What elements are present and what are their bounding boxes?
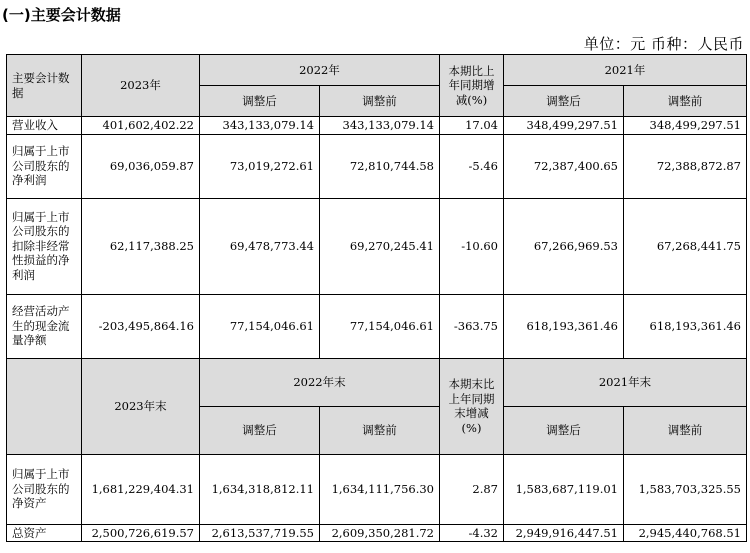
- header-2021-end-after: 调整后: [504, 406, 624, 454]
- header-2021-end: 2021年末: [504, 358, 747, 406]
- cell-v2021-after: 67,266,969.53: [504, 198, 624, 294]
- cell-v2023: 401,602,402.22: [82, 117, 200, 135]
- cell-v2022-before: 1,634,111,756.30: [320, 454, 440, 524]
- cell-v2021-before: 67,268,441.75: [624, 198, 747, 294]
- cell-v2021-before: 618,193,361.46: [624, 294, 747, 358]
- cell-v2021-before: 1,583,703,325.55: [624, 454, 747, 524]
- cell-v2022-before: 77,154,046.61: [320, 294, 440, 358]
- cell-v2021-after: 348,499,297.51: [504, 117, 624, 135]
- unit-currency-note: 单位：元 币种：人民币: [583, 35, 744, 53]
- cell-v2021-before: 72,388,872.87: [624, 134, 747, 198]
- cell-change: 2.87: [440, 454, 504, 524]
- cell-v2023: 1,681,229,404.31: [82, 454, 200, 524]
- table-row: [7, 134, 747, 198]
- cell-v2023: 2,500,726,619.57: [82, 524, 200, 542]
- header-change-end: 本期末比上年同期末增减(%): [440, 358, 504, 454]
- row-label: 归属于上市公司股东的扣除非经常性损益的净利润: [7, 198, 82, 294]
- cell-change: 17.04: [440, 117, 504, 135]
- cell-v2021-after: 618,193,361.46: [504, 294, 624, 358]
- cell-v2022-before: 343,133,079.14: [320, 117, 440, 135]
- cell-v2021-before: 348,499,297.51: [624, 117, 747, 135]
- cell-v2022-after: 69,478,773.44: [200, 198, 320, 294]
- header-2022-after: 调整后: [200, 86, 320, 117]
- cell-v2022-after: 2,613,537,719.55: [200, 524, 320, 542]
- cell-v2022-after: 73,019,272.61: [200, 134, 320, 198]
- header-2022: 2022年: [200, 55, 440, 86]
- table-row: [7, 117, 747, 135]
- cell-v2021-after: 1,583,687,119.01: [504, 454, 624, 524]
- table-body: [7, 55, 747, 542]
- header-2023-end: 2023年末: [82, 358, 200, 454]
- header-2022-before: 调整前: [320, 86, 440, 117]
- cell-v2021-after: 2,949,916,447.51: [504, 524, 624, 542]
- header-2021-end-before: 调整前: [624, 406, 747, 454]
- table-row: [7, 294, 747, 358]
- header-2021-before: 调整前: [624, 86, 747, 117]
- table-row: [7, 198, 747, 294]
- header-row-years: [7, 55, 747, 86]
- row-label: 经营活动产生的现金流量净额: [7, 294, 82, 358]
- header-item-empty: [7, 358, 82, 454]
- table-row: [7, 524, 747, 542]
- row-label: 归属于上市公司股东的净利润: [7, 134, 82, 198]
- table-row: [7, 454, 747, 524]
- header-row-period-end: [7, 358, 747, 406]
- cell-v2022-before: 69,270,245.41: [320, 198, 440, 294]
- cell-v2022-before: 2,609,350,281.72: [320, 524, 440, 542]
- cell-v2021-before: 2,945,440,768.51: [624, 524, 747, 542]
- row-label: 归属于上市公司股东的净资产: [7, 454, 82, 524]
- cell-v2021-after: 72,387,400.65: [504, 134, 624, 198]
- cell-change: -5.46: [440, 134, 504, 198]
- cell-v2022-before: 72,810,744.58: [320, 134, 440, 198]
- header-item: 主要会计数据: [7, 55, 82, 117]
- cell-v2022-after: 77,154,046.61: [200, 294, 320, 358]
- section-title: (一)主要会计数据: [2, 6, 121, 24]
- header-2023: 2023年: [82, 55, 200, 117]
- header-2021: 2021年: [504, 55, 747, 86]
- row-label: 总资产: [7, 524, 82, 542]
- cell-v2023: 69,036,059.87: [82, 134, 200, 198]
- cell-v2022-after: 343,133,079.14: [200, 117, 320, 135]
- accounting-data-table: [6, 54, 747, 542]
- cell-change: -4.32: [440, 524, 504, 542]
- header-2022-end: 2022年末: [200, 358, 440, 406]
- cell-change: -363.75: [440, 294, 504, 358]
- header-2022-end-after: 调整后: [200, 406, 320, 454]
- cell-change: -10.60: [440, 198, 504, 294]
- header-2021-after: 调整后: [504, 86, 624, 117]
- header-2022-end-before: 调整前: [320, 406, 440, 454]
- cell-v2023: -203,495,864.16: [82, 294, 200, 358]
- cell-v2022-after: 1,634,318,812.11: [200, 454, 320, 524]
- cell-v2023: 62,117,388.25: [82, 198, 200, 294]
- header-change: 本期比上年同期增减(%): [440, 55, 504, 117]
- row-label: 营业收入: [7, 117, 82, 135]
